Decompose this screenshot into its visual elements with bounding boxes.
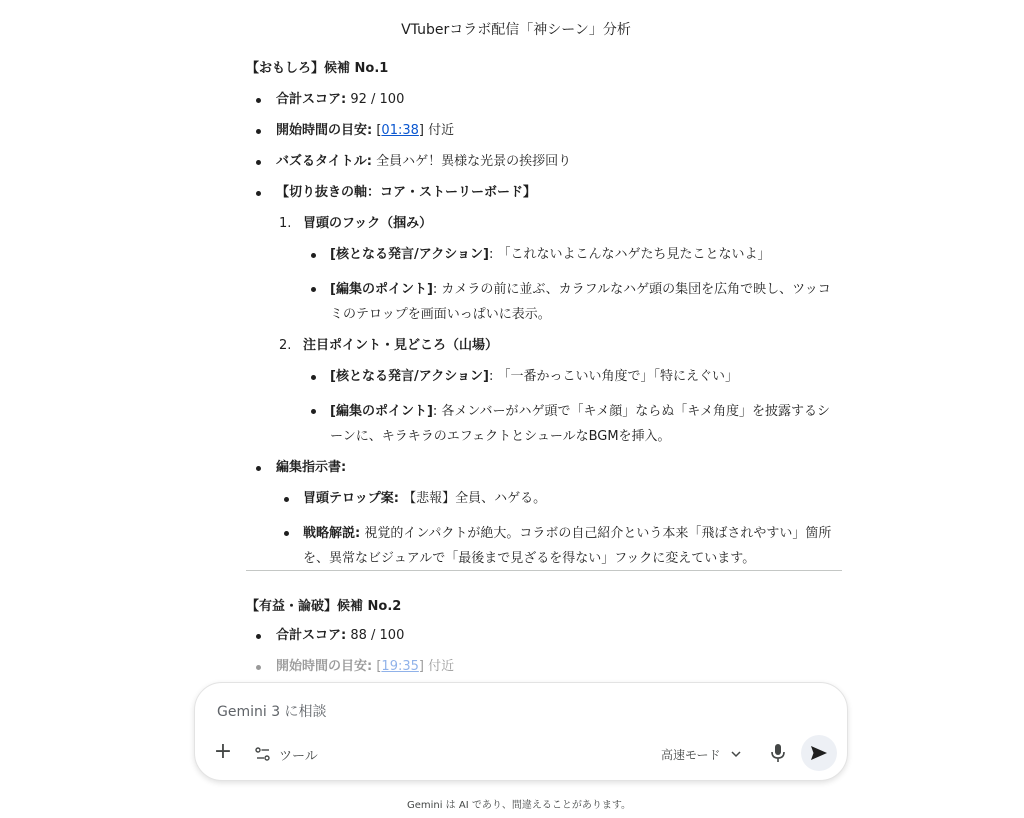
list-item <box>246 91 842 109</box>
bullet <box>256 466 261 471</box>
add-button[interactable] <box>211 741 235 765</box>
send-button[interactable] <box>801 735 837 771</box>
bullet <box>311 287 316 292</box>
buzz-title-label: バズるタイトル: <box>276 154 372 169</box>
speech-label: [核となる発言/アクション] <box>330 247 489 262</box>
tools-icon <box>255 747 271 761</box>
numbered-item <box>246 215 842 233</box>
list-item <box>246 277 842 327</box>
bullet <box>256 191 261 196</box>
edit-label: [編集のポイント] <box>330 282 433 297</box>
bullet <box>284 531 289 536</box>
list-item <box>246 399 842 449</box>
section-divider <box>246 570 842 571</box>
response-content <box>246 58 842 674</box>
list-item <box>246 184 842 202</box>
timestamp-link[interactable]: 01:38 <box>381 123 419 138</box>
mode-selector[interactable] <box>661 743 741 765</box>
conversation-title: VTuberコラボ配信「神シーン」分析 <box>401 22 631 38</box>
score-value: 92 / 100 <box>346 92 405 107</box>
bracket-open: [ <box>372 123 382 138</box>
step-title: 冒頭のフック（掴み） <box>303 216 433 231</box>
instructions-label: 編集指示書: <box>276 460 347 475</box>
speech-label: [核となる発言/アクション] <box>330 369 489 384</box>
bullet <box>256 160 261 165</box>
candidate-1-heading: 【おもしろ】候補 No.1 <box>246 61 389 76</box>
list-item <box>246 658 842 676</box>
list-item <box>246 246 842 264</box>
timestamp-link[interactable]: 19:35 <box>381 659 419 674</box>
score-label: 合計スコア: <box>276 628 347 643</box>
chevron-down-icon <box>731 750 741 758</box>
list-item <box>246 459 842 477</box>
score-value: 88 / 100 <box>346 628 405 643</box>
step-number: 2. <box>279 338 292 353</box>
candidate-2-heading: 【有益・論破】候補 No.2 <box>246 599 402 614</box>
bracket-close: ] 付近 <box>418 659 455 674</box>
plus-icon: + <box>213 739 233 764</box>
bullet <box>256 665 261 670</box>
list-item <box>246 122 842 140</box>
send-icon <box>810 745 828 761</box>
strategy-value: 視覚的インパクトが絶大。コラボの自己紹介という本来「飛ばされやすい」箇所を、異常なビジュアルで「最後まで見ざるを得ない」フックに変えています。 <box>303 526 832 566</box>
step-number: 1. <box>279 216 292 231</box>
disclaimer: Gemini は AI であり、間違えることがあります。 <box>406 800 632 811</box>
bullet <box>256 129 261 134</box>
tools-button[interactable] <box>255 743 318 765</box>
edit-label: [編集のポイント] <box>330 404 433 419</box>
microphone-icon[interactable] <box>769 743 787 763</box>
list-item <box>246 368 842 386</box>
telop-label: 冒頭テロップ案: <box>303 491 399 506</box>
bracket-close: ] 付近 <box>418 123 455 138</box>
list-item <box>246 627 842 645</box>
list-item <box>246 153 842 171</box>
edit-value: : 各メンバーがハゲ頭で「キメ顔」ならぬ「キメ角度」を披露するシーンに、キラキラのエフェクトとシュールなBGMを挿入。 <box>330 404 830 444</box>
bullet <box>311 375 316 380</box>
telop-value: 【悲報】全員、ハゲる。 <box>398 491 547 506</box>
prompt-composer <box>194 682 848 781</box>
step-title: 注目ポイント・見どころ（山場） <box>303 338 499 353</box>
strategy-label: 戦略解説: <box>303 526 361 541</box>
score-label: 合計スコア: <box>276 92 347 107</box>
list-item <box>246 521 842 571</box>
prompt-input[interactable] <box>215 700 719 724</box>
list-item <box>246 490 842 508</box>
bullet <box>311 253 316 258</box>
start-time-label: 開始時間の目安: <box>276 123 373 138</box>
tools-label: ツール <box>279 748 318 764</box>
speech-value: : 「一番かっこいい角度で」「特にえぐい」 <box>488 369 738 384</box>
speech-value: : 「これないよこんなハゲたち見たことないよ」 <box>488 247 771 262</box>
numbered-item <box>246 337 842 355</box>
bullet <box>256 98 261 103</box>
bullet <box>284 497 289 502</box>
bullet <box>311 409 316 414</box>
storyboard-heading: 【切り抜きの軸：コア・ストーリーボード】 <box>276 185 537 200</box>
bracket-open: [ <box>372 659 382 674</box>
edit-value: : カメラの前に並ぶ、カラフルなハゲ頭の集団を広角で映し、ツッコミのテロップを画面いっぱいに表示。 <box>330 282 831 322</box>
buzz-title-value: 全員ハゲ！異様な光景の挨拶回り <box>371 154 572 169</box>
start-time-label: 開始時間の目安: <box>276 659 373 674</box>
mode-label: 高速モード <box>661 747 721 762</box>
bullet <box>256 634 261 639</box>
